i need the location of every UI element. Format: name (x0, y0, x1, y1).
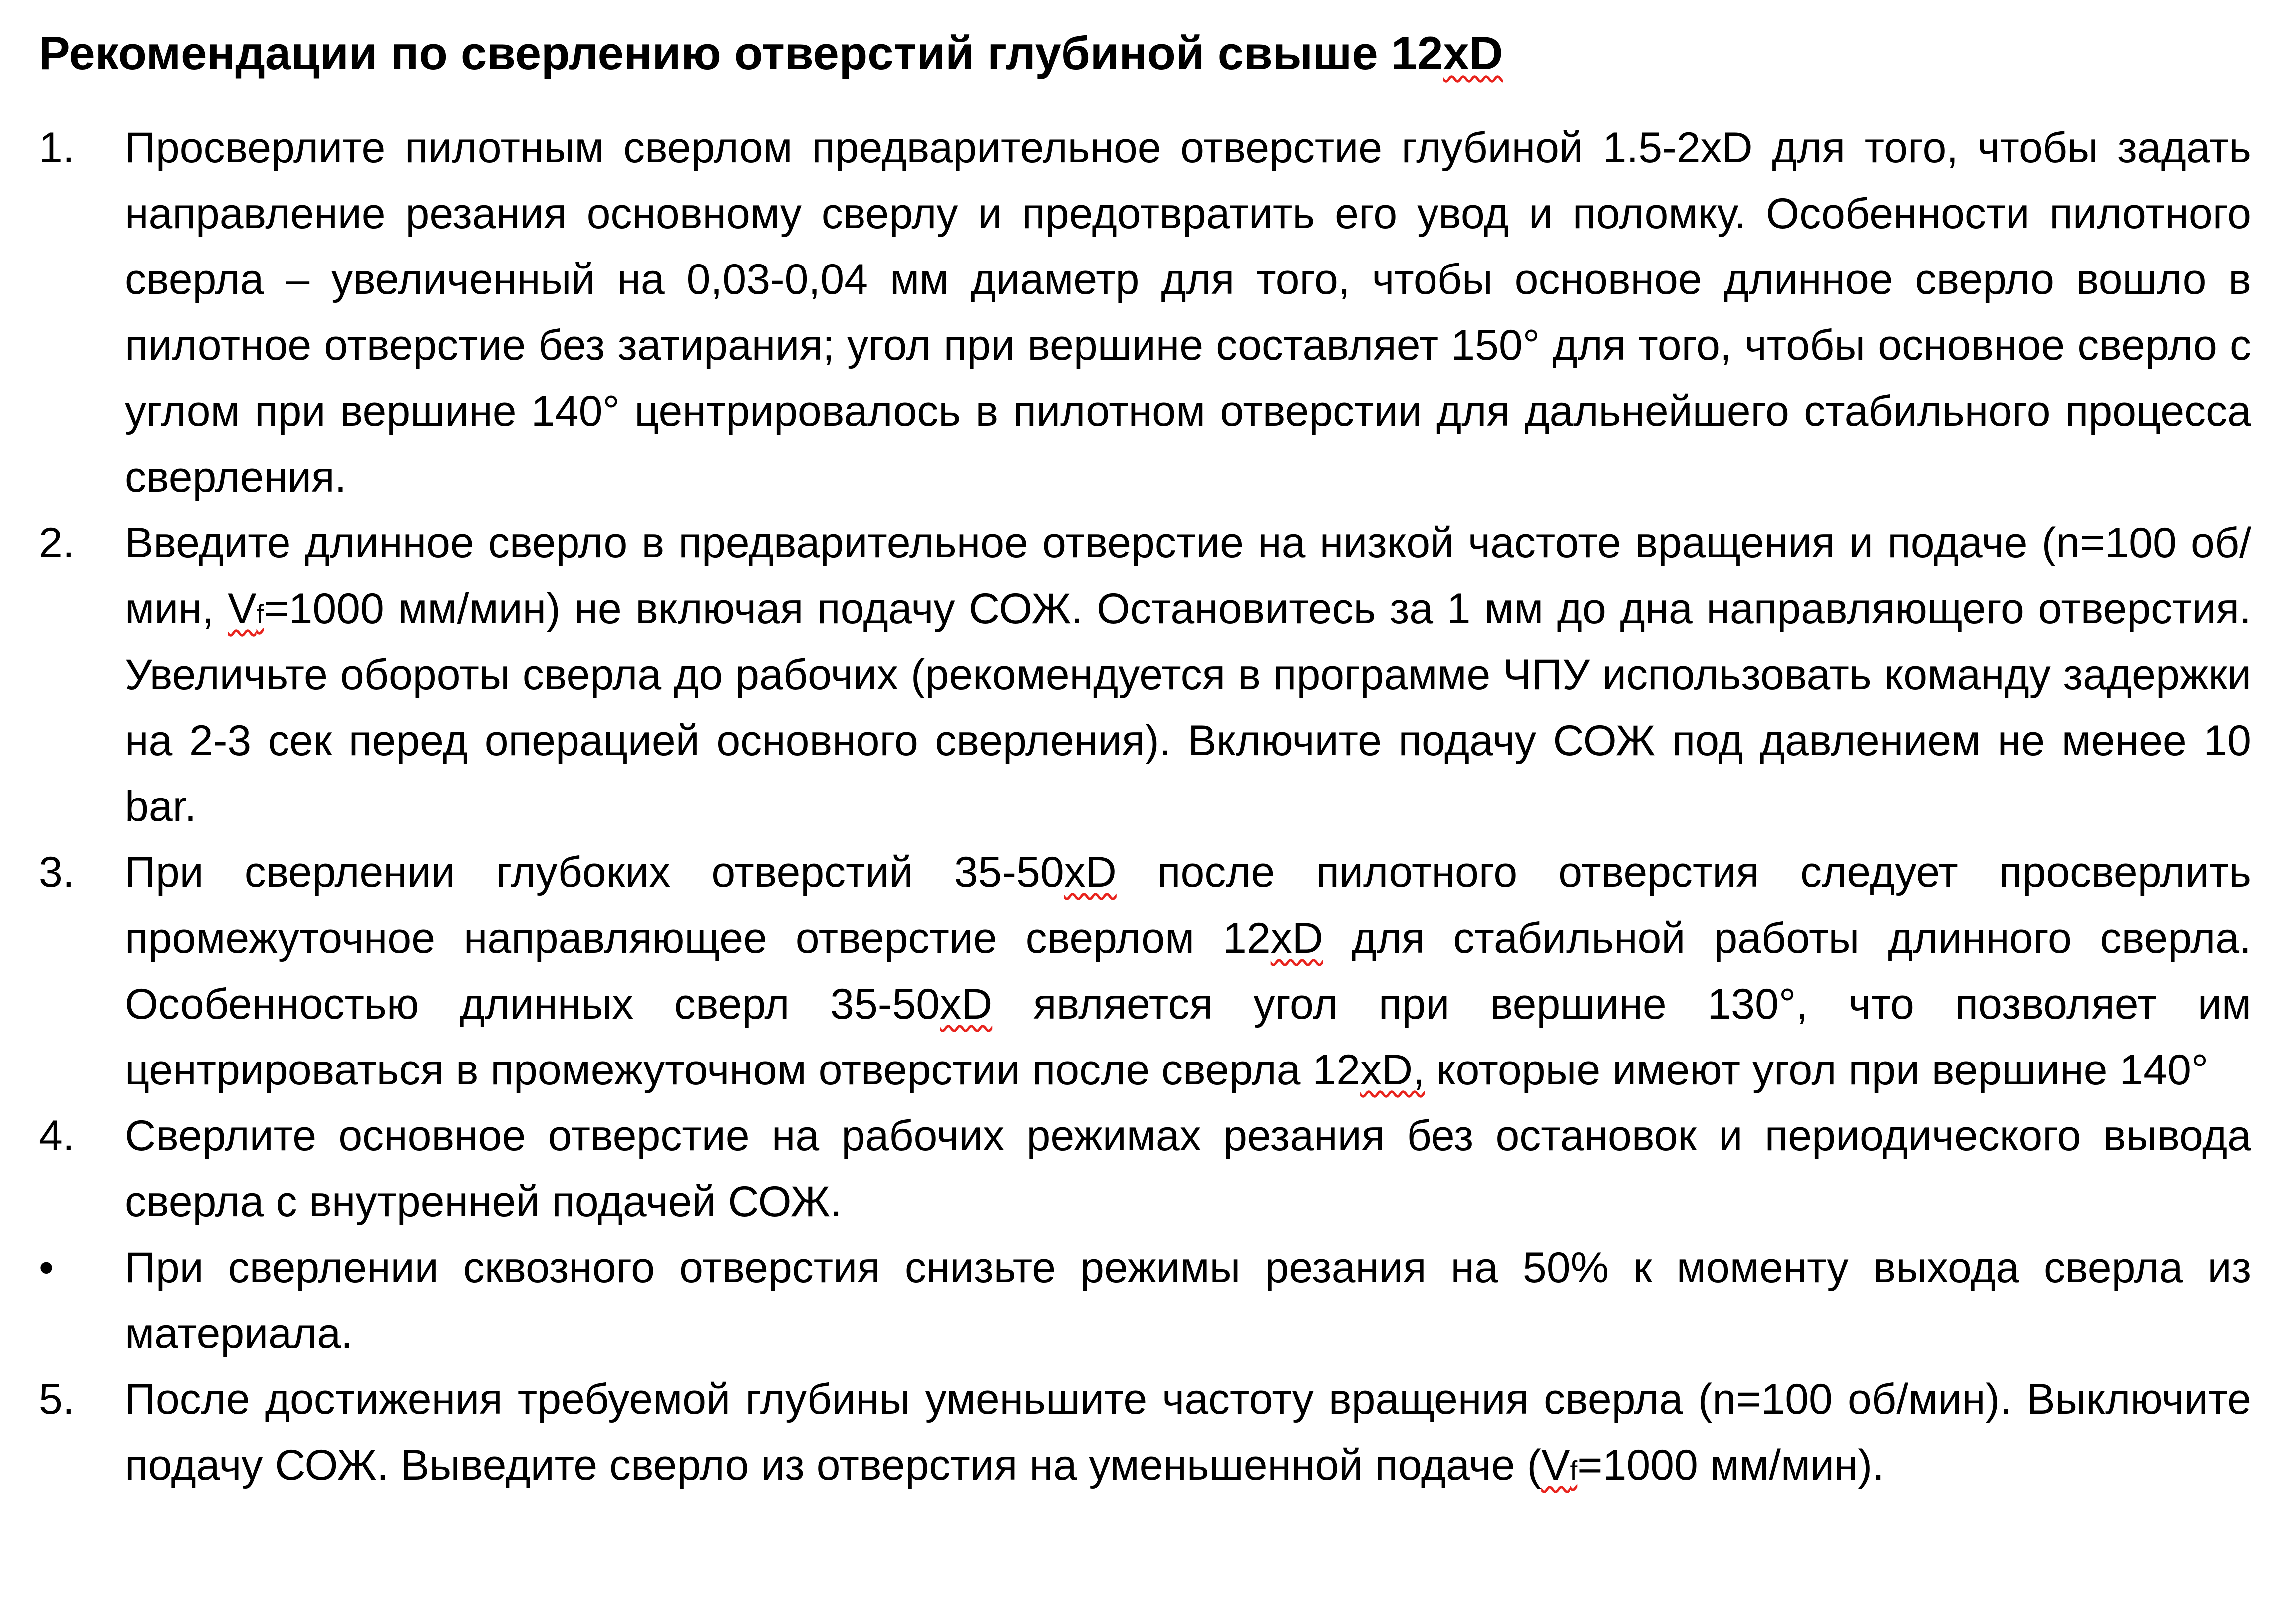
misspelled-text: V (228, 585, 257, 633)
misspelled-text: f (1570, 1456, 1578, 1486)
list-item-number: 5. (39, 1375, 75, 1423)
list-item-text (125, 115, 2251, 510)
misspelled-text: V (1541, 1441, 1570, 1489)
list-item-number: 2. (39, 519, 75, 567)
list-item-text (125, 510, 2251, 839)
numbered-list-item (39, 510, 2251, 839)
misspelled-text: xD, (1360, 1046, 1425, 1094)
misspelled-text: xD (940, 980, 993, 1028)
misspelled-text: xD (1443, 27, 1503, 79)
numbered-list-item (39, 839, 2251, 1103)
list-item-text (125, 1103, 2251, 1235)
list-item-number: 1. (39, 124, 75, 172)
text-segment: При сверлении сквозного отверстия снизьте режимы резания на 50% к моменту выхода сверла из материала. (125, 1244, 2251, 1357)
text-segment: Введите длинное сверло в предварительное отверстие на низкой частоте вращения и подаче (n=100 об/мин, (125, 519, 2251, 633)
text-segment: =1000 мм/мин). (1577, 1441, 1885, 1489)
text-segment: Просверлите пилотным сверлом предварительное отверстие глубиной 1.5-2xD для того, чтобы задать направление резания основному сверлу и предотвратить его увод и поломку. Особенности пилотного сверла – увеличенный на 0,03-0,04 мм диаметр для того, чтобы основное длинное сверло вошло в пилотное отверстие без затирания; угол при вершине составляет 150° для того, чтобы основное сверло с углом при вершине 140° центрировалось в пилотном отверстии для дальнейшего стабильного процесса сверления. (125, 124, 2251, 501)
list-item-number: 3. (39, 848, 75, 896)
numbered-list-item (39, 115, 2251, 510)
misspelled-text: f (256, 600, 264, 629)
text-segment: после пилотного отверстия следует просверлить промежуточное направляющее отверстие сверлом 12 (125, 848, 2251, 962)
text-segment: Сверлите основное отверстие на рабочих режимах резания без остановок и периодического вывода сверла с внутренней подачей СОЖ. (125, 1112, 2251, 1226)
numbered-list-item (39, 1103, 2251, 1235)
bullet-icon: • (39, 1244, 54, 1292)
document-title (39, 21, 2251, 86)
list-item-text (125, 1235, 2251, 1366)
text-segment: является угол при вершине 130°, что позволяет им центрироваться в промежуточном отверстии после сверла 12 (125, 980, 2251, 1094)
bullet-list-item (39, 1235, 2251, 1366)
misspelled-text: xD (1270, 914, 1323, 962)
misspelled-text: xD (1064, 848, 1117, 896)
list-item-text (125, 839, 2251, 1103)
text-segment: Рекомендации по сверлению отверстий глубиной свыше 12 (39, 27, 1443, 79)
recommendations-list (39, 115, 2251, 1498)
list-item-number: 4. (39, 1112, 75, 1160)
text-segment: которые имеют угол при вершине 140° (1425, 1046, 2209, 1094)
text-segment: для стабильной работы длинного сверла. Особенностью длинных сверл 35-50 (125, 914, 2252, 1028)
list-item-text (125, 1366, 2251, 1498)
numbered-list-item (39, 1366, 2251, 1498)
text-segment: =1000 мм/мин) не включая подачу СОЖ. Остановитесь за 1 мм до дна направляющего отверстия. Увеличьте обороты сверла до рабочих (рекомендуется в программе ЧПУ использовать команду задержки на 2-3 сек перед операцией основного сверления). Включите подачу СОЖ под давлением не менее 10 bar. (125, 585, 2251, 830)
text-segment: При сверлении глубоких отверстий 35-50 (125, 848, 1064, 896)
text-segment: После достижения требуемой глубины уменьшите частоту вращения сверла (n=100 об/мин). Выключите подачу СОЖ. Выведите сверло из отверстия на уменьшенной подаче ( (125, 1375, 2251, 1489)
